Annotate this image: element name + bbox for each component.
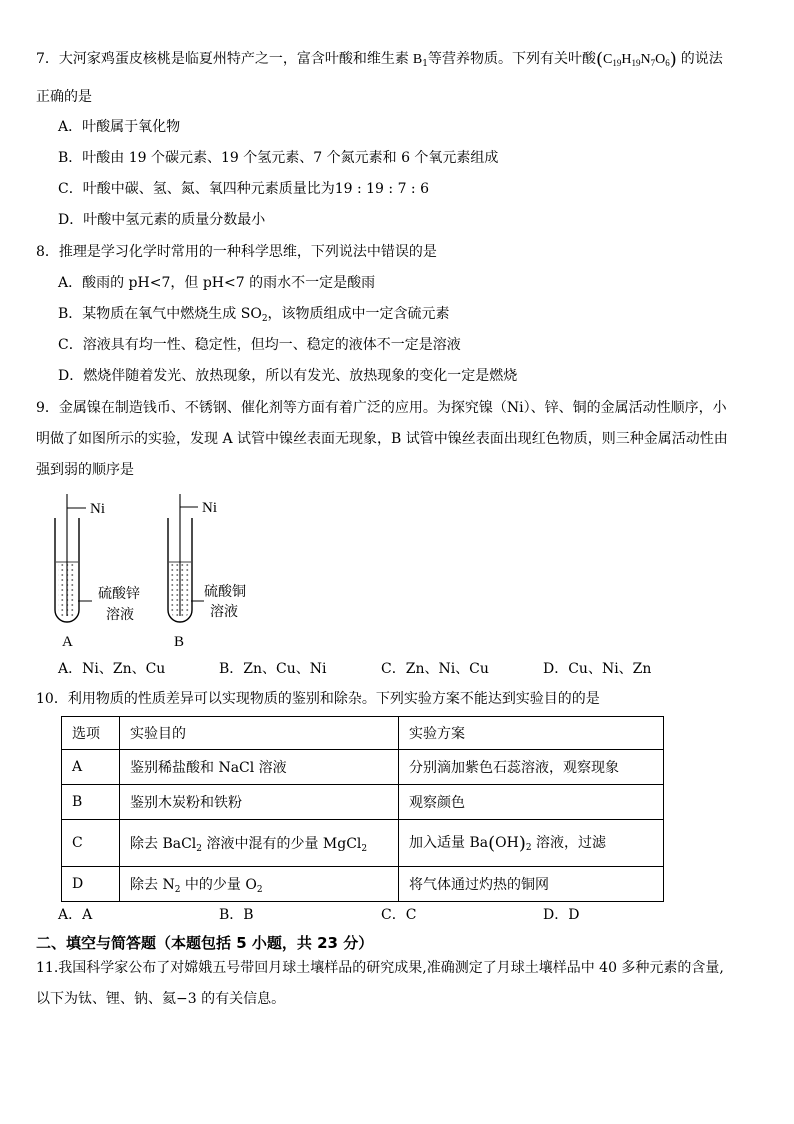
- tube-b-label: B: [174, 634, 185, 650]
- q7-option-d: D．叶酸中氢元素的质量分数最小: [58, 212, 266, 228]
- q9-option-d: D．Cu、Ni、Zn: [543, 661, 652, 677]
- tube-a-solution-label-1: 硫酸锌: [98, 586, 140, 602]
- table-row: D 除去 $N_2$ 中的少量 $O_2$ 将气体通过灼热的铜网: [62, 867, 664, 902]
- q10-option-c: C．C: [381, 907, 417, 923]
- q7-stem-line2: 正确的是: [36, 89, 92, 105]
- q10-option-d: D．D: [543, 907, 580, 923]
- test-tube-a: [55, 494, 92, 622]
- tube-a-wire-label: Ni: [90, 501, 105, 517]
- tube-b-wire-label: Ni: [202, 500, 217, 516]
- test-tube-figure: [40, 488, 270, 653]
- q11-stem-line2: 以下为钛、锂、钠、氦−3 的有关信息。: [36, 991, 286, 1007]
- tube-a-label: A: [62, 634, 73, 650]
- tube-a-solution-label-2: 溶液: [106, 607, 134, 623]
- table-row: C 除去 BaCl$_2$ 溶液中混有的少量 MgCl$_2$ 加入适量 $Ba(OH)_2$ 溶液，过滤: [62, 820, 664, 867]
- tube-b-solution-label-1: 硫酸铜: [204, 584, 246, 600]
- q9-stem-line2: 明做了如图所示的实验，发现 A 试管中镍丝表面无现象，B 试管中镍丝表面出现红色物质，则三种金属活动性由: [36, 431, 728, 447]
- header-goal: 实验目的: [120, 717, 399, 750]
- q9-option-c: C．Zn、Ni、Cu: [381, 661, 489, 677]
- experiment-table: [61, 716, 664, 902]
- q8-stem: 8．推理是学习化学时常用的一种科学思维，下列说法中错误的是: [36, 244, 437, 260]
- q8-option-a: A．酸雨的 pH<7，但 pH<7 的雨水不一定是酸雨: [58, 275, 376, 291]
- table-header-row: [62, 717, 664, 750]
- q7-option-b: B．叶酸由 19 个碳元素、19 个氢元素、7 个氮元素和 6 个氧元素组成: [58, 150, 499, 166]
- q7-stem-line1: 7．大河家鸡蛋皮核桃是临夏州特产之一，富含叶酸和维生素 $B_1$等营养物质。下列有关叶酸$(C_{19}H_{19}N_7O_6)$ 的说法: [36, 49, 723, 70]
- q7-option-c: C．叶酸中碳、氢、氮、氧四种元素质量比为19 : 19 : 7 : 6: [58, 181, 430, 197]
- q7-option-a: A．叶酸属于氧化物: [58, 119, 181, 135]
- folic-acid-formula: $C_{19}H_{19}N_7O_6$: [603, 52, 670, 68]
- q9-option-a: A．Ni、Zn、Cu: [58, 661, 166, 677]
- q8-option-d: D．燃烧伴随着发光、放热现象，所以有发光、放热现象的变化一定是燃烧: [58, 368, 518, 384]
- q10-stem: 10．利用物质的性质差异可以实现物质的鉴别和除杂。下列实验方案不能达到实验目的的是: [36, 691, 600, 707]
- q9-stem-line3: 强到弱的顺序是: [36, 462, 134, 478]
- test-tube-b: [168, 494, 204, 622]
- q10-option-a: A．A: [58, 907, 93, 923]
- q9-option-b: B．Zn、Cu、Ni: [219, 661, 327, 677]
- q10-option-b: B．B: [219, 907, 254, 923]
- q11-stem-line1: 11.我国科学家公布了对嫦娥五号带回月球土壤样品的研究成果,准确测定了月球土壤样品中 40 多种元素的含量,: [36, 960, 724, 976]
- table-row: A 鉴别稀盐酸和 NaCl 溶液 分别滴加紫色石蕊溶液，观察现象: [62, 750, 664, 785]
- table-row: B 鉴别木炭粉和铁粉 观察颜色: [62, 785, 664, 820]
- q9-stem-line1: 9．金属镍在制造钱币、不锈钢、催化剂等方面有着广泛的应用。为探究镍（Ni）、锌、铜的金属活动性顺序，小: [36, 400, 727, 416]
- header-option: 选项: [62, 717, 120, 750]
- q8-option-b: B．某物质在氧气中燃烧生成 $SO_2$，该物质组成中一定含硫元素: [58, 306, 450, 324]
- header-plan: 实验方案: [399, 717, 664, 750]
- section-title: 二、填空与简答题（本题包括 5 小题，共 23 分）: [36, 934, 374, 952]
- q8-option-c: C．溶液具有均一性、稳定性，但均一、稳定的液体不一定是溶液: [58, 337, 461, 353]
- tube-b-solution-label-2: 溶液: [210, 604, 238, 620]
